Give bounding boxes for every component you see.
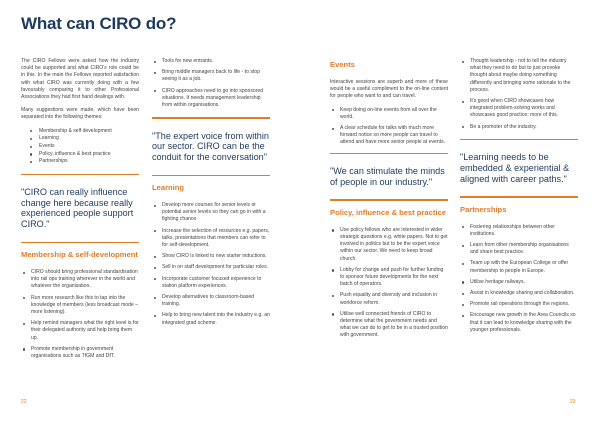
list-item: Run more research like this to tap into the knowledge of members (less broadcast mode – more listening).	[21, 295, 139, 317]
divider	[460, 196, 578, 198]
section-heading-membership: Membership & self-development	[21, 250, 138, 260]
intro-paragraph-2: Many suggestions were made, which have been separated into the following themes:	[21, 107, 139, 121]
list-item: Incorporate customer focused experience to station platform experiences.	[152, 276, 270, 290]
section-heading-partnerships: Partnerships	[460, 204, 507, 214]
list-item: Fostering relationships between other institutions.	[460, 224, 578, 238]
list-item: Help to bring new talent into the industry e.g. an integrated grad scheme.	[152, 312, 270, 326]
column-3	[330, 58, 448, 346]
learning-list	[152, 202, 270, 327]
list-item: Promote membership in government organisations such as TfGM and DfT.	[21, 346, 139, 360]
intro-paragraph: The CIRO Fellows were asked how the industry could be supported and what CIRO's role could be in this. In the main the Fellows reported satisfaction with what CIRO was currently doing with a few favourably comparing it to other Professional Associations they had first hand dealings with.	[21, 58, 139, 101]
membership-list	[21, 269, 139, 360]
section-heading-policy: Policy, influence & best practice	[330, 207, 446, 217]
events-list	[330, 107, 448, 147]
list-item: Promote rail operations through the regions.	[460, 301, 578, 308]
list-item: Be a promoter of the industry.	[460, 124, 578, 131]
tools-list	[152, 58, 270, 109]
list-item: A clear schedule for talks with much more forward notice so more people can travel to attend and have more senior people at events.	[330, 125, 448, 147]
policy-list	[330, 227, 448, 340]
divider	[330, 199, 448, 201]
list-item: Partnerships	[21, 158, 139, 165]
divider	[21, 174, 139, 176]
list-item: Push equality and diversity and inclusion in workforce reform.	[330, 292, 448, 306]
list-item: Develop more courses for senior levels or potential senior levels so they can go in with a fighting chance.	[152, 202, 270, 224]
list-item: Sell in on staff development for particular roles.	[152, 264, 270, 271]
themes-list	[21, 128, 139, 166]
list-item: Assist in knowledge sharing and collaboration.	[460, 290, 578, 297]
list-item: Bring middle managers back to life - to stop seeing it as a job.	[152, 69, 270, 83]
list-item: Learning	[21, 135, 139, 142]
list-item: Show CIRO is linked to new starter inductions.	[152, 253, 270, 260]
column-2	[152, 58, 270, 333]
list-item: Tools for new entrants.	[152, 58, 270, 65]
divider	[152, 117, 270, 119]
list-item: Utilise well connected friends of CIRO to determine what the government needs and what we can do to get to be in a trusted position with government.	[330, 311, 448, 340]
list-item: It's good when CIRO showcases how integrated problem-solving works and showcases good practice; more of this.	[460, 98, 578, 120]
page-title: What can CIRO do?	[21, 14, 177, 33]
list-item: Events	[21, 143, 139, 150]
pull-quote: "We can stimulate the minds of people in our industry."	[330, 166, 445, 187]
list-item: Encourage new growth in the Area Councils so that it can lead to knowledge sharing with the younger professionals.	[460, 312, 578, 334]
page-number-right: 23	[570, 399, 576, 405]
divider	[152, 175, 270, 177]
pull-quote: "CIRO can really influence change here because really experienced people support CIRO."	[21, 187, 134, 229]
thought-leadership-list	[460, 58, 578, 131]
column-4	[460, 58, 578, 340]
list-item: Thought leadership - not to tell the industry what they need to do but to just provoke thought about maybe doing something differently and bringing some rationale to the process.	[460, 58, 578, 94]
pull-quote: "Learning needs to be embedded & experiential & aligned with career paths."	[460, 152, 570, 184]
divider	[460, 139, 578, 141]
list-item: CIRO should bring professional standardisation into rail ops training wherever in the world and whatever the organisation.	[21, 269, 139, 291]
list-item: Learn from other membership organisations and share best practice.	[460, 242, 578, 256]
list-item: Increase the selection of resources e.g. papers, talks, presentations that members can refer to for self-development.	[152, 228, 270, 250]
section-heading-learning: Learning	[152, 183, 185, 192]
divider	[21, 242, 139, 244]
page-number-left: 22	[21, 399, 27, 405]
list-item: Develop alternatives to classroom-based training.	[152, 294, 270, 308]
pull-quote: "The expert voice from within our sector. CIRO can be the conduit for the conversation"	[152, 130, 269, 162]
list-item: Use policy fellows who are interested in wider strategic questions e.g. white papers. Not to get involved in politics but to be the expert voice within our sector. We need to keep broad church.	[330, 227, 448, 263]
events-paragraph: Interactive sessions are superb and more of these would be a useful compliment to the on-line content for people who want to and can travel.	[330, 79, 448, 100]
list-item: Utilise heritage railways.	[460, 279, 578, 286]
list-item: Team up with the European College or offer membership to people in Europe.	[460, 260, 578, 274]
list-item: Membership & self development	[21, 128, 139, 135]
partnerships-list	[460, 224, 578, 334]
section-heading-events: Events	[330, 60, 355, 69]
list-item: Policy, influence & best practice	[21, 151, 139, 158]
list-item: CIRO approaches need to go into sponsored situations. It needs management leadership from within organisations.	[152, 88, 270, 110]
column-1	[21, 58, 139, 366]
list-item: Lobby for change and push for further funding to sponsor future developments for the next batch of operators.	[330, 267, 448, 289]
list-item: Help remind managers what the right level is for their delegated authority and help bring them up.	[21, 320, 139, 342]
divider	[330, 153, 448, 155]
list-item: Keep doing on-line events from all over the world.	[330, 107, 448, 121]
